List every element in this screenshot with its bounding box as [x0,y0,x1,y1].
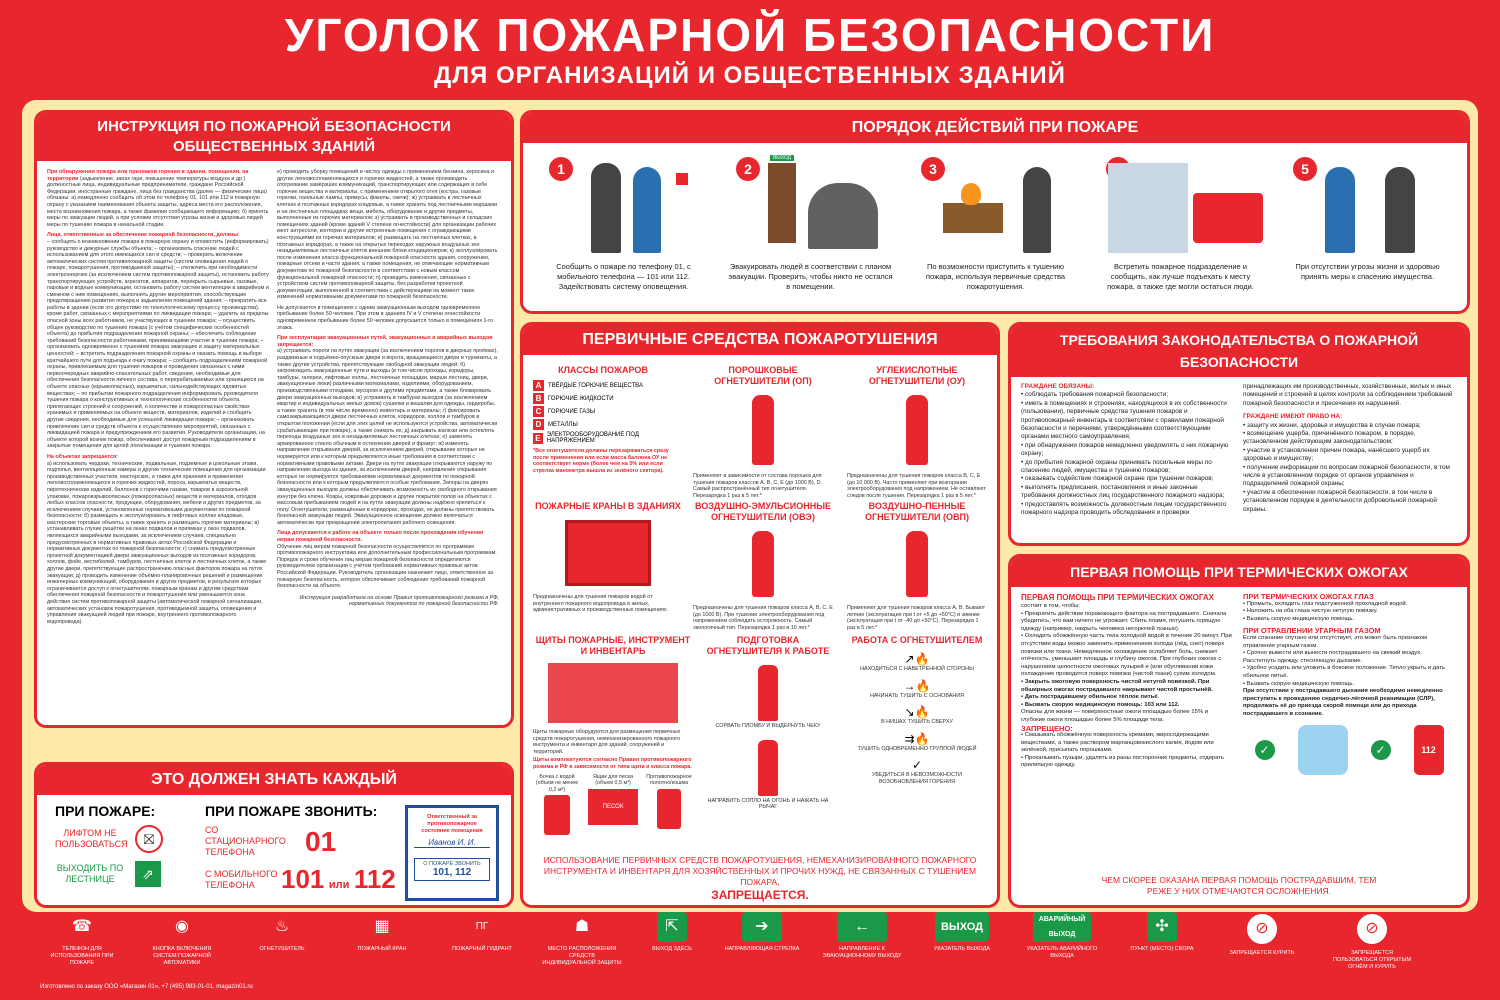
step-text: При отсутствии угрозы жизни и здоровью принять меры к спасению имущества. [1295,262,1440,281]
firstaid-title: ПЕРВАЯ ПОМОЩЬ ПРИ ТЕРМИЧЕСКИХ ОЖОГАХ [1011,557,1467,587]
obliged-item: • предоставлять возможность должностным лицам государственного пожарного надзора проводить обследования и проверки [1021,500,1227,517]
exit-sign-icon: ВЫХОД [770,155,794,161]
sand-label: ПЕСОК [602,803,624,810]
instruction-title-line2: ОБЩЕСТВЕННЫХ ЗДАНИЙ [172,138,376,155]
gas-item: • Вызвать скорую медицинскую помощь. [1243,680,1355,687]
rights-head: ГРАЖДАНЕ ИМЕЮТ ПРАВО НА: [1243,413,1343,421]
shields-note: Щиты комплектуются согласно Правил противопожарного режима в РФ в зависимости от типа щита и класса пожара. [533,757,692,770]
air-title: ВОЗДУШНО-ЭМУЛЬСИОННЫЕ ОГНЕТУШИТЕЛИ (ОВЭ) [694,501,832,522]
gas-head: ПРИ ОТРАВЛЕНИИ УГАРНЫМ ГАЗОМ [1243,626,1381,636]
fire-class-c: C ГОРЮЧИЕ ГАЗЫ [533,406,673,417]
actions-title: ПОРЯДОК ДЕЙСТВИЙ ПРИ ПОЖАРЕ [523,113,1467,143]
phone-112-illustration: 112 [1414,725,1444,775]
sign-fire-hose: ▦ ПОЖАРНЫЙ КРАН [342,912,422,953]
instr-p2-head: Лица, ответственные за обеспечение пожарной безопасности, должны: [47,232,240,239]
obliged-head: ГРАЖДАНЕ ОБЯЗАНЫ: [1021,383,1095,390]
instr-col2-p1: е) проводить уборку помещений и чистку одежды с применением бензина, керосина и других легковоспламеняющихся и горючих жидкостей, а также производить отогревание замёрзших коммуникаций, транспортирующих или содержащих в себе горючие вещества и материалы, с применением открытого огня (костры, газовые горелки, паяльные лампы, примусы, факелы, свечи); ж) устраивать в лестничных клетках и поэтажных коридорах кладовые, а также хранить под лестничными маршами и на лестничных площадках вещи, мебель, оборудование и другие предметы, выполненные из горючих материалов; з) устраивать в производственных и складских помещениях зданий (кроме зданий V степени огнестойкости) для организации рабочих мест антресоли, конторки и другие встроенные помещения с ограждающими конструкциями из горючих материалов; и) размещать на лестничных клетках, в поэтажных коридорах, а также на открытых переходах наружных воздушных зон незадымляемых лестничных клеток внешние блоки кондиционеров; к) эксплуатировать после изменения класса функциональной пожарной опасности здания, сооружения, пожарные отсеки и части здания, а также помещения, не отвечающие нормативным документам по пожарной безопасности в соответствии с новым классом функциональной пожарной опасности; л) проводить изменения, связанные с устройством систем противопожарной защиты, без разработки проектной документации, выполненной в соответствии с действующими на момент таких изменений нормативными документами по пожарной безопасности. [277,169,498,301]
work-title: РАБОТА С ОГНЕТУШИТЕЛЕМ [851,635,983,645]
sign-assembly-point: ✣ ПУНКТ (МЕСТО) СБОРА [1122,912,1202,953]
primary-panel [520,322,1000,908]
instr-p3-head: На объектах запрещается: [47,453,118,460]
exit-stairs-text: ВЫХОДИТЬ ПО ЛЕСТНИЦЕ [56,863,124,884]
check-icon: ✓ [1255,740,1275,760]
forbidden-item: • Прокалывать пузыри, удалять из раны посторонние предметы, отдирать прилипшую одежду. [1021,754,1224,769]
foam-title: ВОЗДУШНО-ПЕННЫЕ ОГНЕТУШИТЕЛИ (ОВП) [865,501,969,522]
sign-call-label: О ПОЖАРЕ ЗВОНИТЬ [423,861,481,867]
classes-note: *Все огнетушители должны перезаряжаться сразу после применения или если масса баллона ОУ не соответствует норме (более чем на 5% или если стрелка манометра вышла из зелёного сектора). [533,448,669,474]
work-item-4: ⇉🔥 ТУШИТЬ ОДНОВРЕМЕННО ГРУППОЙ ЛЮДЕЙ [847,732,987,753]
fire-hose-icon: ▦ [367,912,397,942]
instr-col2-p3: а) устраивать пороги на путях эвакуации (за исключением порогов в дверных проёмах), раздвижные и подъёмно-опускные двери и ворота, вращающиеся двери и турникеты, а также другие устройства, препятствующие свободной эвакуации людей; б) загромождать эвакуационные пути и выходы (в том числе проходы, коридоры, тамбуры, галереи, лифтовые холлы, лестничные площадки, марши лестниц, двери, эвакуационные люки) различными материалами, изделиями, оборудованием, производственными отходами, мусором и другими предметами, а также блокировать двери эвакуационных выходов; в) устраивать в тамбурах выходов (за исключением квартир и индивидуальных жилых домов) сушилки и вешалки для одежды, гардеробы, а также хранить (в том числе временно) инвентарь и материалы; г) фиксировать самозакрывающиеся двери лестничных клеток, коридоров, холлов и тамбуров в открытом положении (если для этих целей не используются устройства, автоматически срабатывающие при пожаре), а также снимать их; д) закрывать жалюзи или остеклять переходы воздушных зон в незадымляемых лестничных клетках; е) заменять армированное стекло обычным в остеклении дверей и фрамуг; ж) изменять направление открывания дверей, за исключением дверей, открывание которых не нормируется или к которым предъявляются иные требования в соответствии с нормативными правовыми актами. Двери на путях эвакуации открываются наружу по направлению выхода из здания, за исключением дверей, направление открывания которых не нормируется требованиями нормативных документов по пожарной безопасности или к которым предъявляются особые требования. Запоры на дверях эвакуационных выходов должны обеспечивать возможность их свободного открывания изнутри без ключа. Ковры, ковровые дорожки и другие покрытия полов на объектах с массовым пребыванием людей и на путях эвакуации должны надёжно крепиться к полу. Огнетушители, размещённые в коридорах, проходах, не должны препятствовать безопасной эвакуации людей. Эвакуационное освещение должно включаться автоматически при прекращении электропитания рабочего освещения. [277,348,498,526]
mobile-number-112: 112 [353,864,396,894]
fire-truck-illustration [1193,193,1263,243]
person-extinguisher-illustration [1023,167,1051,253]
law-panel [1008,322,1470,546]
page-subtitle: ДЛЯ ОРГАНИЗАЦИЙ И ОБЩЕСТВЕННЫХ ЗДАНИЙ [434,62,1066,89]
assembly-point-icon: ✣ [1147,912,1177,942]
sign-arrow: ➔ НАПРАВЛЯЮЩАЯ СТРЕЛКА [722,912,802,953]
instr-col2-p4-head: Лица допускаются к работе на объекте только после прохождения обучения мерам пожарной безопасности. [277,530,484,544]
hydrant-title: ПОЖАРНЫЕ КРАНЫ В ЗДАНИЯХ [535,501,681,511]
rights-item: • участие в обеспечении пожарной безопасности, в том числе в установленном порядке в деятельности добровольной пожарной охраны. [1243,488,1437,513]
air-text: Предназначены для тушения пожаров класса A, B, C, E (до 1000 В). При тушении электрооборудования под напряжением соблюдать осторожность. Самый экологичный тип. Перезарядка 1 раз в 10 лет.* [693,605,833,631]
step-number: 1 [549,157,573,181]
instr-p1-head: При обнаружении пожара или признаков горения в здании, помещении, на территории [47,169,249,182]
blanket-icon [657,789,681,829]
classes-title: КЛАССЫ ПОЖАРОВ [558,365,648,375]
obliged-item: • выполнять предписания, постановления и иные законные требования должностных лиц государственного пожарного надзора; [1021,483,1225,500]
co2-title: УГЛЕКИСЛОТНЫЕ ОГНЕТУШИТЕЛИ (ОУ) [868,365,966,386]
footer-credits: Изготовлено по заказу ООО «Магазин 01», +7 (495) 983-01-01, magazin01.ru [40,984,253,990]
obliged-item: • иметь в помещениях и строениях, находящихся в их собственности (пользовании), первичные средства тушения пожаров и противопожарный инвентарь в соответствии с правилами пожарной безопасности и перечнями, утверждёнными соответствующими органами местного самоуправления; [1021,399,1227,441]
actions-panel [520,110,1470,314]
sign-resp-3: состояние помещения [421,828,483,834]
sign-ppe: ☗ МЕСТО РАСПОЛОЖЕНИЯ СРЕДСТВ ИНДИВИДУАЛЬНОЙ ЗАЩИТЫ [542,912,622,967]
table-fire-illustration [943,203,1003,233]
foam-text: Применяют для тушения пожаров класса A, B. Бывают летние (эксплуатация при t от +5 до +50°C) и зимние (эксплуатация при t от -40 до +50°C). Перезарядка 1 раз в 5 лет.* [847,605,986,631]
step-text: Встретить пожарное подразделение и сообщить, как лучше подъехать к месту пожара, а также где могли остаться люди. [1107,262,1254,291]
sign-fire-phone: ☎ ТЕЛЕФОН ДЛЯ ИСПОЛЬЗОВАНИЯ ПРИ ПОЖАРЕ [42,912,122,967]
evac-direction-icon: ← [837,912,887,942]
sign-evac-direction: ← НАПРАВЛЕНИЕ К ЭВАКУАЦИОННОМУ ВЫХОДУ [822,912,902,960]
firstaid-item: • Закрыть ожоговую поверхность чистой нетугой повязкой. При обширных ожогах пострадавшего накрывают чистой простынёй. [1021,678,1213,693]
instruction-panel [34,110,514,728]
sign-no-open-fire: ⊘ ЗАПРЕЩАЕТСЯ ПОЛЬЗОВАТЬСЯ ОТКРЫТЫМ ОГНЁМ И КУРИТЬ [1332,912,1412,971]
sign-name: Иванов И. И. [414,838,490,848]
primary-warning-end: ЗАПРЕЩАЕТСЯ. [711,888,809,902]
fire-shield-icon [548,663,678,723]
action-step-1 [541,153,706,292]
group-icon: ⇉🔥 [904,731,930,746]
step-number: 5 [1293,157,1317,181]
eye-item: • Вызвать скорую медицинскую помощь. [1243,615,1355,622]
primary-warning: ИСПОЛЬЗОВАНИЕ ПЕРВИЧНЫХ СРЕДСТВ ПОЖАРОТУШЕНИЯ, НЕМЕХАНИЗИРОВАННОГО ПОЖАРНОГО ИНСТРУМЕНТА И ИНВЕНТАРЯ ДЛЯ ХОЗЯЙСТВЕННЫХ И ПРОЧИХ НУЖД, НЕ СВЯЗАННЫХ С ТУШЕНИЕМ ПОЖАРА, [543,855,977,887]
wind-side-icon: ↗🔥 [904,652,930,666]
sign-hydrant: ПГ ПОЖАРНЫЙ ГИДРАНТ [442,912,522,953]
sign-exit-here: ⇱ ВЫХОД ЗДЕСЬ [632,912,712,953]
header [0,0,1500,100]
sign-extinguisher: ♨ ОГНЕТУШИТЕЛЬ [242,912,322,953]
instr-p1: (задымление, запах гари, повышение температуры воздуха и др.) должностные лица, индивидуальные предприниматели, граждане Российской Федерации, иностранные граждане, лица без гражданства (далее — физические лица) обязаны: а) немедленно сообщить об этом по телефону 01, 101 или 112 в пожарную охрану с указанием наименования объекта защиты, адреса места его расположения, места возникновения пожара, а также фамилии сообщающего информацию; б) принять меры по эвакуации людей, а при условии отсутствия угрозы жизни и здоровью людей меры по тушению пожара в начальной стадии. [47,175,269,228]
prepare-step-1: СОРВАТЬ ПЛОМБУ И ВЫДЕРНУТЬ ЧЕКУ [715,723,821,729]
alarm-button-icon: ◉ [167,912,197,942]
gas-item: • Срочно вывести или вынести пострадавшего на свежий воздух. Расстегнуть одежду, стесняющую дыхание. [1243,650,1422,664]
fire-icon [961,183,981,205]
gas-item: • Удобно усадить или уложить в боковое положение. Тепло укрыть и дать обильное питьё. [1243,665,1446,679]
person-phone-illustration [591,163,621,253]
sign-exit: ВЫХОД УКАЗАТЕЛЬ ВЫХОДА [922,912,1002,953]
action-step-3 [913,153,1078,292]
firstaid-left-head: ПЕРВАЯ ПОМОЩЬ ПРИ ТЕРМИЧЕСКИХ ОЖОГАХ [1021,593,1214,602]
instr-footnote1: Инструкция разработана на основе Правил противопожарного режима в РФ, [299,594,499,601]
firstaid-item: • Прекратить действие поражающего фактора на пострадавшего. Сначала убедитесь, что вам ничего не угрожает. Сбить пламя, потушить горящую одежду (например, накрыть человека негорючей тканью). [1021,610,1227,632]
gas-mask-icon: ☗ [567,912,597,942]
exit-sign-icon: ВЫХОД [935,912,989,942]
instr-col2-p4: Обучение лиц мерам пожарной безопасности осуществляется по программам противопожарного инструктажа или дополнительным профессиональным программам. Порядок и сроки обучения лиц мерам пожарной безопасности определяются руководителем организации с учётом требований нормативных правовых актов Российской Федерации. Руководитель организации назначает лицо, ответственное за пожарную безопасность, которое обеспечивает соблюдение требований пожарной безопасности на объекте. [277,543,497,590]
emergency-exit-icon: АВАРИЙНЫЙ ВЫХОД [1033,912,1091,942]
forbidden-item: • Смазывать обожжённую поверхность кремами, жиросодержащими веществами, а также раствором марганцовокислого калия, йодом или зелёнкой, присыпать порошками. [1021,732,1214,754]
instr-col2-p3-head: При эксплуатации эвакуационных путей, эвакуационных и аварийных выходов запрещается: [277,335,493,348]
sandbox-icon [588,789,638,825]
work-item-5: ✓ УБЕДИТЬСЯ В НЕВОЗМОЖНОСТИ ВОЗОБНОВЛЕНИЯ ГОРЕНИЯ [847,758,987,785]
people-running-illustration [808,183,878,249]
barrel-icon [544,795,570,835]
rights-item: • возмещение ущерба, причинённого пожаром, в порядке, установленном действующим законодательством; [1243,430,1416,446]
obliged-cont: принадлежащих им производственных, хозяйственных, жилых и иных помещений и строений в целях контроля за соблюдением требований пожарной безопасности и пресечения их нарушений. [1243,383,1453,407]
firstaid-item: • Вызвать скорую медицинскую помощь: 103 или 112. [1021,701,1180,708]
stairs-icon: ⇗ [135,861,161,887]
mobile-or: или [328,879,350,891]
law-title: ТРЕБОВАНИЯ ЗАКОНОДАТЕЛЬСТВА О ПОЖАРНОЙ БЕЗОПАСНОСТИ [1011,325,1467,377]
exit-here-icon: ⇱ [657,912,687,942]
sign-no-smoking: ⊘ ЗАПРЕЩАЕТСЯ КУРИТЬ [1222,912,1302,957]
work-item-2: →🔥 НАЧИНАТЬ ТУШИТЬ С ОСНОВАНИЯ [847,679,987,700]
work-item-3: ↘🔥 В НИШАХ ТУШИТЬ СВЕРХУ [847,705,987,726]
instr-footnote2: нормативных документов по пожарной безопасности РФ. [348,601,499,608]
powder-extinguisher-icon [752,395,774,465]
sign-call-number: 101, 112 [432,867,472,878]
step-number: 3 [921,157,945,181]
fire-class-d: D МЕТАЛЛЫ [533,419,673,430]
foam-extinguisher-icon [906,531,928,597]
step-text: Эвакуировать людей в соответствии с планом эвакуации. Проверить, чтобы никто не остался в помещении. [728,262,893,291]
hydrant-text: Предназначены для тушения пожаров водой от внутреннего пожарного водопровода в жилых, административных и производственных помещениях. [533,594,669,614]
arrow-right-icon: ➔ [742,912,782,942]
instr-p2: – сообщить о возникновении пожара в пожарную охрану и оповестить (информировать) руководство и дежурные службы объекта; – организовать спасение людей с использованием для этого имеющихся сил и средств; – проверить включение автоматических систем противопожарной защиты (систем оповещения людей о пожаре, пожаротушения, противодымной защиты); – отключить при необходимости электроэнергию (за исключением систем противопожарной защиты), остановить работу транспортирующих устройств, агрегатов, аппаратов, перекрыть сырьевые, газовые, паровые и водные коммуникации, остановить работу систем вентиляции в аварийном и смежном с ним помещениях, выполнить другие мероприятия, способствующие предотвращению развития пожара и задымления помещений здания; – прекратить все работы в здании (если это допустимо по технологическому процессу производства), кроме работ, связанных с мероприятиями по ликвидации пожара; – удалить за пределы опасной зоны всех работников, не участвующих в тушении пожара; – осуществить общее руководство по тушению пожара (с учётом специфических особенностей объекта) до прибытия подразделения пожарной охраны; – обеспечить соблюдение требований безопасности работниками, принимающими участие в тушении пожара; – организовать одновременно с тушением пожара эвакуацию и защиту материальных ценностей; – встретить подразделения пожарной охраны и оказать помощь в выборе кратчайшего пути для подъезда к очагу пожара; – сообщить подразделениям пожарной охраны, привлекаемым для тушения пожаров и проведения связанных с ними первоочередных аварийно-спасательных работ, сведения, необходимые для обеспечения безопасности личного состава, о перерабатываемых или хранящихся на объекте опасных (взрывоопасных), взрывчатых, сильнодействующих ядовитых веществах; – по прибытии пожарного подразделения информировать руководителя тушения пожара о конструктивных и технологических особенностях объекта, прилегающих строений и сооружений, о количестве и пожароопасных свойствах хранимых и применяемых на объекте веществ, материалов, изделий и сообщить другие сведения, необходимые для успешной ликвидации пожара; – организовать привлечение сил и средств объекта к осуществлению мероприятий, связанных с ликвидацией пожара и предупреждением его развития. Руководители организации, на объекте которой возник пожар, обеспечивают доступ пожарным подразделениям в закрытые помещения для целей локализации и тушения пожара. [47,238,269,450]
shields-title: ЩИТЫ ПОЖАРНЫЕ, ИНСТРУМЕНТ И ИНВЕНТАРЬ [535,635,691,656]
gas-intro: Если сознание спутано или отсутствует, это может быть признаком отравления угарным газом. [1243,634,1428,649]
obliged-item: • до прибытия пожарной охраны принимать посильные меры по спасению людей, имущества и тушению пожаров; [1021,458,1212,475]
no-lift-icon: ⛝ [135,825,163,853]
obliged-item: • соблюдать требования пожарной безопасности; [1021,391,1169,399]
mobile-label: С МОБИЛЬНОГО ТЕЛЕФОНА [205,868,278,890]
prepare-step-2: НАПРАВИТЬ СОПЛО НА ОГОНЬ И НАЖАТЬ НА РЫЧАГ [707,797,829,811]
eye-item: • Промыть, охладить глаз подстуженной прохладной водой. [1243,600,1408,607]
on-fire-label: ПРИ ПОЖАРЕ: [55,803,156,819]
landline-number: 01 [305,825,337,857]
niche-icon: ↘🔥 [904,705,930,720]
hydrant-icon: ПГ [467,912,497,942]
alarm-button-icon [676,173,688,185]
no-lift-text: ЛИФТОМ НЕ ПОЛЬЗОВАТЬСЯ [55,828,128,849]
barrel-label: Бочка с водой (объем не менее 0,2 м³) [535,773,579,793]
powder-text: Применяют в зависимости от состава порошка для тушения пожаров классов A, B, C, E (до 1000 В), D. Самый распространённый тип огнетушителя. Перезарядка 1 раз в 5 лет.* [693,473,823,499]
responsible-sign [405,805,499,901]
step-text: Сообщить о пожаре по телефону 01, с мобильного телефона — 101 или 112. Задействовать систему оповещения. [556,262,691,291]
call-title: ПРИ ПОЖАРЕ ЗВОНИТЬ: [205,803,378,819]
primary-title: ПЕРВИЧНЫЕ СРЕДСТВА ПОЖАРОТУШЕНИЯ [523,325,997,355]
everyone-title: ЭТО ДОЛЖЕН ЗНАТЬ КАЖДЫЙ [37,765,511,795]
hydrant-cabinet-icon [565,520,651,586]
obliged-item: • оказывать содействие пожарной охране при тушении пожаров; [1021,475,1214,483]
door-illustration [768,163,796,243]
blanket-label: Противопожарное полотно/кошма [646,773,692,787]
safety-signs-row [22,912,1478,982]
sandbox-label: Ящик для песка (объем 0,5 м³) [593,773,633,787]
instruction-title-line1: ИНСТРУКЦИЯ ПО ПОЖАРНОЙ БЕЗОПАСНОСТИ [97,118,451,135]
eye-item: • Наложить на оба глаза чистую нетугую повязку. [1243,608,1378,615]
action-step-2 [728,153,893,292]
extinguisher-spray-icon [758,740,778,796]
sign-resp-2: противопожарное [427,821,477,827]
fire-class-b: B ГОРЮЧИЕ ЖИДКОСТИ [533,393,673,404]
instruction-title [37,113,511,161]
sign-alarm-button: ◉ КНОПКА ВКЛЮЧЕНИЯ СИСТЕМ ПОЖАРНОЙ АВТОМАТИКИ [142,912,222,967]
rights-item: • участие в установлении причин пожара, нанёсшего ущерб их здоровью и имуществу; [1243,446,1430,463]
rights-item: • защиту их жизни, здоровья и имущества в случае пожара; [1243,421,1421,429]
person-carrying-illustration-2 [1385,167,1415,253]
fire-class-a: A ТВЁРДЫЕ ГОРЮЧИЕ ВЕЩЕСТВА [533,380,673,391]
firstaid-intro: состоит в том, чтобы: [1021,603,1080,609]
sign-emergency-exit: АВАРИЙНЫЙ ВЫХОД УКАЗАТЕЛЬ АВАРИЙНОГО ВЫХОДА [1022,912,1102,960]
water-hand-illustration [1298,725,1348,775]
powder-title: ПОРОШКОВЫЕ ОГНЕТУШИТЕЛИ (ОП) [714,365,812,386]
page-title: УГОЛОК ПОЖАРНОЙ БЕЗОПАСНОСТИ [284,9,1216,61]
extinguish-base-icon: →🔥 [903,678,931,693]
no-open-fire-icon: ⊘ [1355,912,1389,946]
extinguisher-pin-icon [758,665,778,721]
sign-resp-1: Ответственный за [427,814,477,820]
mobile-number-101: 101 [281,864,325,894]
check-fire-icon: ✓ [911,758,923,773]
fire-class-e: E ЭЛЕКТРООБОРУДОВАНИЕ ПОД НАПРЯЖЕНИЕМ [533,432,673,444]
obliged-item: • при обнаружении пожаров немедленно уведомлять о них пожарную охрану; [1021,441,1229,458]
firstaid-panel [1008,554,1470,908]
instr-p3: а) использовать чердаки, технические, подвальные, подземные и цокольные этажи, подполья, вентиляционные камеры и другие технические помещения для организации производственных участков, мастерских, а также для хранения и применения легковоспламеняющихся и горючих жидкостей, пороха, взрывчатых веществ, пиротехнических изделий, баллонов с горючими газами, товаров в аэрозольной упаковке, пожаровзрывоопасных (пожароопасных) веществ и материалов, отходов любых классов опасности, продукции, оборудования, мебели и других предметов, за исключением случаев, установленных нормативными документами по пожарной безопасности; б) размещать и эксплуатировать в лифтовых холлах кладовые, мастерские торговые объекты, а также хранить и размещать горючие материалы; в) устанавливать глухие решётки на окнах подвалов и приямках у окон подвалов, являющихся аварийными выходами, за исключением случаев, специально предусмотренных в нормативных правовых актах Российской Федерации и нормативных документах по пожарной безопасности; г) снимать предусмотренные проектной документацией двери эвакуационных выходов из поэтажных коридоров, холлов, фойе, вестибюлей, тамбуров, лестничных клеток и лестничных клеток, а также другие двери, препятствующие распространению опасных факторов пожара на путях эвакуации; д) проводить изменение объёмно-планировочных решений и размещение инженерных коммуникаций, оборудования и других предметов, в результате которых ограничивается доступ к огнетушителям, пожарным кранам и другим средствам обеспечения пожарной безопасности и пожаротушения или уменьшается зона действия систем противопожарной защиты (автоматической пожарной сигнализации, автоматических установок пожаротушения, противодымной защиты, оповещения и управления эвакуацией людей при пожаре, внутреннего противопожарного водопровода). [47,460,267,625]
firstaid-danger: Опасны для жизни — поверхностные ожоги площадью более 15% и глубокие ожоги площадью более 5% площади тела. [1021,709,1209,723]
action-step-5 [1285,153,1450,282]
check-icon: ✓ [1371,740,1391,760]
air-extinguisher-icon [752,531,774,597]
co2-extinguisher-icon [906,395,928,465]
building-illustration [1108,163,1188,253]
firstaid-bottom: ЧЕМ СКОРЕЕ ОКАЗАНА ПЕРВАЯ ПОМОЩЬ ПОСТРАДАВШИМ, ТЕМ РЕЖЕ У НИХ ОТМЕЧАЮТСЯ ОСЛОЖНЕНИЯ. [1101,875,1377,896]
step-number: 2 [736,157,760,181]
person-illustration [633,167,661,253]
eye-head: ПРИ ТЕРМИЧЕСКИХ ОЖОГАХ ГЛАЗ [1243,592,1374,601]
phone-icon: ☎ [67,912,97,942]
no-breath: При отсутствии у пострадавшего дыхания необходимо немедленно приступить к проведению сердечно-лёгочной реанимации (СЛР), продолжать её до приезда скорой помощи или до прихода пострадавшего в сознание. [1243,688,1443,717]
extinguisher-icon: ♨ [267,912,297,942]
landline-label: СО СТАЦИОНАРНОГО ТЕЛЕФОНА [205,825,286,857]
firstaid-item: • Охладить обожжённую часть тела холодной водой в течение 20 минут. При отсутствии воды можно заменить применением холода (лёд, снег) поверх повязки или ткани. Немедленное охлаждение ослабляет боль, снижает отёчность, уменьшает площадь и глубину ожогов. При глубоких ожогах с нарушением целостности ожоговых пузырей и (или обугливании кожи охлаждение проводится поверх повязки (чистой ткани) сухим холодом. [1021,633,1232,678]
firstaid-item: • Дать пострадавшему обильное тёплое питьё. [1021,694,1160,701]
action-step-4 [1098,153,1263,292]
step-text: По возможности приступить к тушению пожара, используя первичные средства пожаротушения. [925,262,1066,291]
co2-text: Предназначены для тушения пожаров класса B, C, E (до 10 000 В). Часто применяют при возгорании электрооборудования под напряжением. Не оставляют следов после тушения. Перезарядка 1 раз в 5 лет.* [847,473,986,499]
no-smoking-icon: ⊘ [1245,912,1279,946]
prepare-title: ПОДГОТОВКА ОГНЕТУШИТЕЛЯ К РАБОТЕ [706,635,830,656]
shields-text: Щиты пожарные оборудуются для размещения первичных средств пожаротушения, немеханизированного пожарного инструмента и инвентаря для зданий, сооружений и территорий. [533,729,681,755]
work-item-1: ↗🔥 НАХОДИТЬСЯ С НАВЕТРЕННОЙ СТОРОНЫ [847,652,987,673]
person-carrying-illustration [1325,167,1355,253]
instr-col2-p2: Не допускается в помещениях с одним эвакуационным выходом одновременное пребывание более 50 человек. При этом в зданиях IV и V степени огнестойкости одновременное пребывание более 50 человек допускается только в помещениях 1-го этажа. [277,304,494,331]
everyone-panel [34,762,514,908]
forbidden-head: ЗАПРЕЩЕНО: [1021,723,1073,733]
rights-item: • получение информации по вопросам пожарной безопасности, в том числе в установленном порядке от органов управления и подразделений пожарной охраны; [1243,463,1450,488]
